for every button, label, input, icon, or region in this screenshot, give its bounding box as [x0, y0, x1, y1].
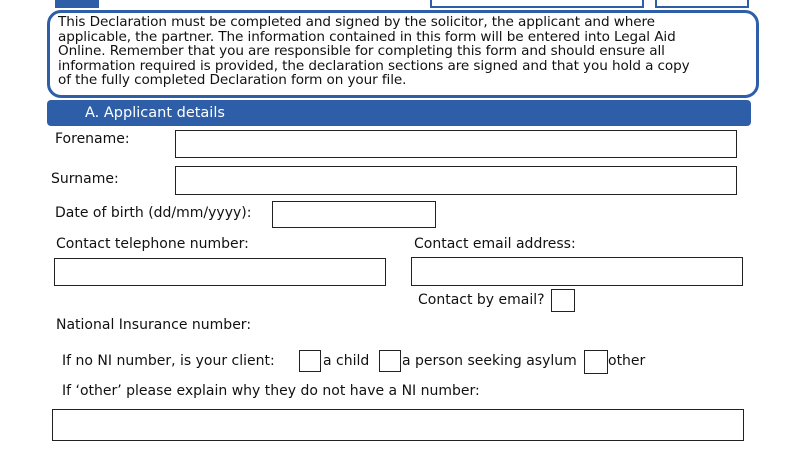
contact-by-email-label: Contact by email? — [418, 292, 545, 308]
notice-line: Online. Remember that you are responsible for completing this form and should ensure all — [58, 43, 665, 60]
declaration-notice — [47, 10, 759, 98]
other-checkbox[interactable] — [584, 350, 608, 374]
no-ni-label: If no NI number, is your client: — [62, 353, 275, 369]
section-title: A. Applicant details — [85, 105, 225, 121]
child-checkbox[interactable] — [299, 350, 321, 372]
notice-line: applicable, the partner. The information contained in this form will be entered into Legal Aid — [58, 28, 676, 45]
other-explain-input[interactable] — [52, 409, 744, 441]
surname-label: Surname: — [51, 171, 119, 187]
notice-line: information required is provided, the declaration sections are signed and that you hold a copy — [58, 57, 690, 74]
phone-label: Contact telephone number: — [56, 236, 249, 252]
email-input[interactable] — [411, 257, 743, 286]
top-box-2 — [430, 0, 644, 8]
dob-input[interactable] — [272, 201, 436, 228]
top-box-3 — [655, 0, 749, 8]
notice-line: This Declaration must be completed and signed by the solicitor, the applicant and where — [58, 14, 655, 30]
asylum-checkbox[interactable] — [379, 350, 401, 372]
ni-number-label: National Insurance number: — [56, 317, 252, 333]
section-header-applicant-details — [47, 100, 751, 126]
dob-label: Date of birth (dd/mm/yyyy): — [55, 205, 252, 221]
forename-input[interactable] — [175, 130, 737, 158]
other-explain-label: If ‘other’ please explain why they do not have a NI number: — [62, 383, 480, 399]
phone-input[interactable] — [54, 258, 386, 286]
surname-input[interactable] — [175, 166, 737, 195]
notice-line: of the fully completed Declaration form on your file. — [58, 72, 407, 89]
top-tab-1 — [55, 0, 99, 8]
forename-label: Forename: — [55, 131, 130, 147]
asylum-option-label: a person seeking asylum — [402, 353, 577, 369]
other-option-label: other — [608, 353, 646, 369]
email-label: Contact email address: — [414, 236, 576, 252]
contact-by-email-checkbox[interactable] — [551, 289, 575, 312]
child-option-label: a child — [323, 353, 370, 369]
